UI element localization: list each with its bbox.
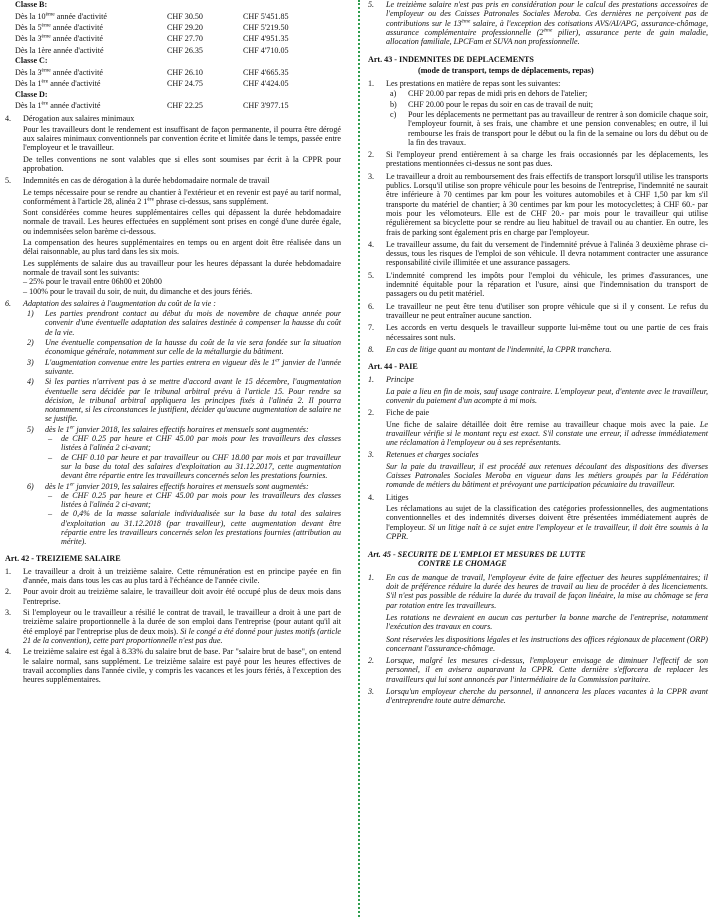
paragraph: De telles conventions ne sont valables que si elles sont soumises par écrit à la CPPR pour approbation.: [23, 154, 341, 173]
class-b-table: [5, 11, 341, 57]
sub-item: 6) dès le 1er janvier 2019, les salaires effectifs horaires et mensuels sont augmentés:: [27, 480, 309, 491]
list-item: 6. Le travailleur ne peut être tenu d'utiliser son propre véhicule que si il y consent. Le refus du travailleur ne peut entraîner aucune sanction.: [368, 301, 708, 320]
item-5-title: Indemnités en cas de dérogation à la durée hebdomadaire normale de travail: [23, 176, 270, 186]
paragraph: Le temps nécessaire pour se rendre au chantier à l'extérieur et en revenir est payé au tarif normal, conformément à l'article 28, alinéa 2 1ère phrase ci-dessus, sans supplément.: [23, 187, 341, 206]
list-item: – 100% pour le travail du soir, de nuit, du dimanche et des jours fériés.: [23, 286, 253, 296]
list-item: 2. Lorsque, malgré les mesures ci-dessus, l'employeur envisage de diminuer l'effectif de son personnel, il en avisera auparavant la CPPR. Cette dernière s'efforcera de replacer les travailleurs qui lui sont annoncés par l'intermédiaire de la Commission paritaire.: [368, 656, 708, 684]
article-42-heading: Art. 42 - TREIZIEME SALAIRE: [5, 553, 121, 563]
sub-item: 5) dès le 1er janvier 2018, les salaires effectifs horaires et mensuels sont augmentés:: [27, 424, 309, 434]
article-43-heading: Art. 43 - INDEMNITES DE DEPLACEMENTS: [368, 55, 534, 65]
paragraph: Pour les travailleurs dont le rendement est insuffisant de façon permanente, il pourra être dérogé aux salaires minimaux conventionnels par convention écrite et limitée dans le temps, passée entre l'employeur et le travailleur.: [23, 124, 341, 153]
paragraph: Sont réservées les dispositions légales et les instructions des offices régionaux de placement (ORP) concernant l'assurance-chômage.: [386, 634, 708, 653]
paragraph: Les suppléments de salaire dus au travailleur pour les heures dépassant la durée hebdomadaire normale de travail sont les suivants:: [23, 258, 341, 277]
right-column: [368, 0, 708, 706]
list-item: 2. Fiche de paie: [368, 408, 430, 418]
list-item: 4. Le treizième salaire est égal à 8.33% du salaire brut de base. Par "salaire brut de base", on entend le salaire normal, sans supplément. Le treizième salaire est payé pour les heures effectives de travail accomplies dans l'année civile, y compris les vacances et les jours fériés, à l'exception des heures supplémentaires.: [5, 647, 341, 685]
class-c-title: Classe C:: [15, 56, 48, 66]
list-item: 2. Pour avoir droit au treizième salaire, le travailleur doit avoir été occupé plus de deux mois dans l'entreprise.: [5, 587, 341, 606]
list-item: 4. Le travailleur assume, du fait du versement de l'indemnité prévue à l'alinéa 3 deuxième phrase ci-dessus, tous les risques de l'emploi de son véhicule. Il devra notamment contracter une assurance responsabilité civile illimitée et une assurance passagers.: [368, 239, 708, 268]
list-item: 3. Retenues et charges sociales: [368, 450, 479, 460]
item-4: 4. Dérogation aux salaires minimaux: [5, 114, 341, 123]
list-item: 5. L'indemnité comprend les impôts pour l'emploi du véhicule, les primes d'assurances, une indemnité équitable pour la réparation et l'usure, ainsi que l'indemnisation du transport de passagers ou du petit matériel.: [368, 270, 708, 299]
list-item: 1. Le travailleur a droit à un treizième salaire. Cette rémunération est en principe payée en fin d'année, mais dans tous les cas au plus tard à l'échéance de l'année civile.: [5, 566, 341, 586]
list-item: 2. Si l'employeur prend entièrement à sa charge les frais occasionnés par les déplacements, les prestations mentionnées ci-dessus ne sont pas dues.: [368, 150, 708, 169]
salary-row: Dès la 1ère année d'activité CHF 26.35 CHF 4'710.05: [15, 45, 289, 55]
column-divider: [358, 0, 360, 917]
sub-item: c) Pour les déplacements ne permettant pas au travailleur de rentrer à son domicile chaque soir, l'employeur fournit, à ses frais, une chambre et une pension convenables; en outre, il lui rembourse les frais de transport pour le début ou la fin de la semaine ou lors du début ou de la fin des travaux.: [390, 109, 708, 147]
list-item: 1. En cas de manque de travail, l'employeur évite de faire effectuer des heures supplémentaires; il doit de préférence réduire la durée des heures de travail au lieu de procéder à des licenciements. S'il n'est pas possible de réduire la durée du travail de façon linéaire, la mise au chômage se fera par rotation entre les travailleurs.: [368, 572, 708, 610]
article-44-heading: Art. 44 - PAIE: [368, 362, 418, 372]
sub-item: 4) Si les parties n'arrivent pas à se mettre d'accord avant le 15 décembre, l'augmentation éventuelle sera décidée par le tribunal arbitral prévu à l'article 15. Pour rendre sa décision, le tribunal arbitral appliquera les principes fixés à l'alinéa 2. Il pourra notamment, si les circonstances le justifient, décider qu'aucune augmentation de salaire ne se justifie.: [27, 377, 341, 424]
salary-row: Dès la 5ème année d'activité CHF 29.20 CHF 5'219.50: [15, 22, 289, 33]
class-d-table: [5, 100, 341, 111]
salary-row: Dès la 3ème année d'activité CHF 26.10 CHF 4'665.35: [15, 67, 289, 77]
dash-item: – de CHF 0.25 par heure et CHF 45.00 par mois pour les travailleurs des classes listées à l'alinéa 2 ci-avant;: [48, 434, 341, 453]
list-item: 7. Les accords en vertu desquels le travailleur supporte lui-même tout ou une partie de ces frais nécessaires sont nuls.: [368, 323, 708, 342]
list-item: 8. En cas de litige quant au montant de l'indemnité, la CPPR tranchera.: [368, 344, 612, 354]
list-item: 3. Lorsqu'un employeur cherche du personnel, il annoncera les places vacantes à la CPPR avant d'entreprendre toute autre démarche.: [368, 687, 708, 706]
sub-item: b) CHF 20.00 pour le repas du soir en cas de travail de nuit;: [390, 99, 593, 109]
sub-item: 1) Les parties prendront contact au début du mois de novembre de chaque année pour convenir d'une éventuelle adaptation des salaires destinée à compenser la hausse du coût de la vie.: [27, 309, 341, 337]
list-item: 3. Si l'employeur ou le travailleur a résilié le contrat de travail, le travailleur a droit à une part de treizième salaire proportionnelle à la durée de son emploi dans l'entreprise (pour autant qu'il ait été employé par l'entreprise plus de deux mois). Si le congé a été donné pour justes motifs (article 21 de la convention), cette part proportionnelle n'est pas due.: [5, 608, 341, 645]
item-6-title: Adaptation des salaires à l'augmentation du coût de la vie :: [23, 298, 216, 308]
article-43-subtitle: (mode de transport, temps de déplacements, repas): [418, 65, 594, 75]
class-d-title: Classe D:: [15, 89, 48, 99]
paragraph: Une fiche de salaire détaillée doit être remise au travailleur chaque mois avec la paie. Le travailleur vérifie si le montant reçu est exact. S'il constate une erreur, il adresse immédiatement une réclamation à l'employeur ou à ses représentants.: [386, 419, 708, 448]
sub-item: 3) L'augmentation convenue entre les parties entrera en vigueur dès le 1er janvier de l'année suivante.: [27, 356, 342, 376]
left-column: [5, 0, 341, 684]
salary-row: Dès la 1ère année d'activité CHF 24.75 CHF 4'424.05: [15, 78, 289, 89]
list-item: 4. Litiges: [368, 492, 409, 502]
sub-item: 2) Une éventuelle compensation de la hausse du coût de la vie sera fondée sur la situation économique générale, notamment sur celle de la métallurgie du bâtiment.: [27, 338, 341, 357]
paragraph: Les rotations ne devraient en aucun cas perturber la bonne marche de l'entreprise, notamment l'exécution des travaux en cours.: [386, 612, 708, 632]
list-item: 5. Le treizième salaire n'est pas pris en considération pour le calcul des prestations accessoires de l'employeur ou des Caisses Patronales Sociales Meroba. Ces dernières ne perçoivent pas de contributions sur le 13ème salaire, à l'exception des cotisations AVS/AI/APG, assurance-chômage, assurance complémentaire professionnelle (2ème pilier), assurance perte de gain maladie, allocation familiale, LPCFam et SUVA non professionnelle.: [368, 0, 708, 47]
class-b-title: Classe B:: [15, 0, 48, 9]
paragraph: Sur la paie du travailleur, il est procédé aux retenues découlant des dispositions des diverses Caisses Patronales Sociales Meroba en vigueur dans les métiers groupés par la Fédération romande de métiers du bâtiment et prévoyant une participation pécuniaire du travailleur.: [386, 461, 708, 490]
salary-row: Dès la 10ème année d'activité CHF 30.50 CHF 5'451.85: [15, 10, 289, 21]
dash-item: – de CHF 0.10 par heure et par travailleur ou CHF 18.00 par mois et par travailleur sur la base du total des salaires d'exploitation au 31.12.2017, cette augmentation devant être répartie entre les travailleurs concernés selon les prestations fournies.: [48, 452, 341, 481]
list-item: 1. Les prestations en matière de repas sont les suivantes:: [368, 79, 561, 89]
salary-row: Dès la 3ème année d'activité CHF 27.70 CHF 4'951.35: [15, 33, 289, 44]
sub-item: a) CHF 20.00 par repas de midi pris en dehors de l'atelier;: [390, 89, 588, 99]
item-6: 6. Adaptation des salaires à l'augmentation du coût de la vie :: [5, 299, 341, 308]
paragraph: Les réclamations au sujet de la classification des catégories professionnelles, des augmentations conventionnelles et des indemnités diverses doivent être présentées immédiatement auprès de l'employeur. Si un litige naît à ce sujet entre l'employeur et le travailleur, il doit être soumis à la CPPR.: [386, 503, 708, 541]
list-item: 3. Le travailleur a droit au remboursement des frais effectifs de transport lorsqu'il utilise les transports publics. Lorsqu'il utilise son propre véhicule pour les besoins de l'entreprise, l'indemnité ne saurait être inférieure à 70 centimes par km pour les voitures automobiles et à CHF 1,50 par km s'il transporte du matériel de chantier; à 30 centimes par km pour les motocyclettes; à CHF 60.- par mois pour les vélomoteurs. Elle est de CHF 20.- par mois pour le travailleur qui utilise régulièrement sa bicyclette pour se rendre au lieu habituel de travail ou au chantier. En outre, les frais de parking sont également pris en charge par l'employeur.: [368, 171, 708, 237]
paragraph: La paie a lieu en fin de mois, sauf usage contraire. L'employeur peut, d'entente avec le travailleur, convenir du paiement d'un acompte à mi mois.: [386, 386, 708, 405]
dash-item: – de CHF 0.25 par heure et CHF 45.00 par mois pour les travailleurs des classes listées à l'alinéa 2 ci-avant;: [48, 490, 341, 510]
item-4-title: Dérogation aux salaires minimaux: [23, 113, 135, 123]
article-45-heading: Art. 45 - SECURITE DE L'EMPLOI ET MESURES DE LUTTE: [368, 550, 586, 560]
article-45-heading-line2: CONTRE LE CHOMAGE: [418, 559, 507, 569]
dash-item: – de 0,4% de la masse salariale individualisée sur la base du total des salaires d'exploitation au 31.12.2018 (par travailleur), cette augmentation devant être répartie entre les travailleurs concernés selon les prestations fournies (attribution au mérite).: [48, 509, 341, 547]
paragraph: La compensation des heures supplémentaires en temps ou en argent doit être réalisée dans un délai raisonnable, au plus tard dans les six mois.: [23, 238, 341, 257]
list-item: – 25% pour le travail entre 06h00 et 20h00: [23, 277, 162, 287]
list-item: 1. Principe: [368, 375, 414, 385]
item-5: 5. Indemnités en cas de dérogation à la durée hebdomadaire normale de travail: [5, 176, 341, 185]
paragraph: Sont considérées comme heures supplémentaires celles qui dépassent la durée hebdomadaire normale de travail. Les heures effectuées en supplément sont prises en congé d'une durée égale, ou indemnisées selon barème ci-dessous.: [23, 208, 341, 236]
class-c-table: [5, 67, 341, 90]
salary-row: Dès la 1ère année d'activité CHF 22.25 CHF 3'977.15: [15, 100, 289, 111]
